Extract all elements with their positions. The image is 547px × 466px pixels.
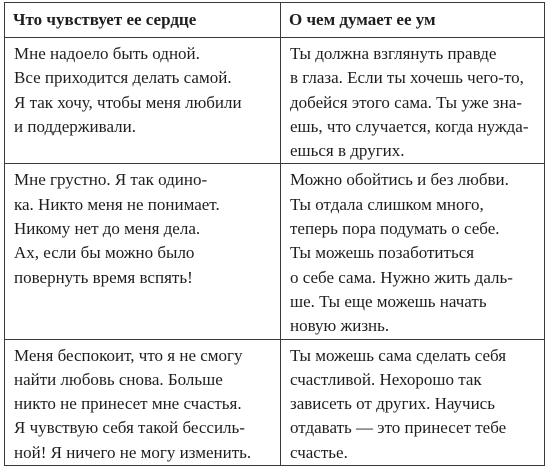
text-line: никто не принесет мне счастья. [14, 394, 242, 414]
text-line: отдавать — это принесет тебе [290, 418, 507, 438]
text-line: добейся этого сама. Ты уже зна- [290, 92, 522, 112]
text-line: счастливой. Нехорошо так [290, 369, 482, 389]
column-header-heart: Что чувствует ее сердце [5, 3, 281, 38]
heart-cell [5, 38, 281, 164]
text-line: повернуть время вспять! [14, 267, 193, 287]
text-line: Ты можешь позаботиться [290, 243, 475, 263]
text-line: Ты можешь сама сделать себя [290, 345, 507, 365]
table-row [5, 164, 545, 339]
text-line: ше. Ты еще можешь начать [290, 291, 487, 311]
mind-cell [281, 164, 545, 339]
mind-cell [281, 339, 545, 465]
heart-cell [5, 164, 281, 339]
text-line: и поддерживали. [14, 116, 136, 136]
table-row [5, 339, 545, 465]
text-line: Ты отдала слишком много, [290, 194, 484, 214]
column-header-mind: О чем думает ее ум [281, 3, 545, 38]
mind-cell [281, 38, 545, 164]
heart-cell [5, 339, 281, 465]
text-line: найти любовь снова. Больше [14, 369, 223, 389]
table-row [5, 38, 545, 164]
text-line: в глаза. Если ты хочешь чего-то, [290, 68, 524, 88]
text-line: ешься в других. [290, 141, 405, 161]
text-line: Все приходится делать самой. [14, 68, 232, 88]
text-line: Никому нет до меня дела. [14, 219, 201, 239]
text-line: Ты должна взглянуть правде [290, 44, 497, 63]
text-line: теперь пора подумать о себе. [290, 219, 500, 239]
text-line: Ах, если бы можно было [14, 243, 195, 263]
table-header-row [5, 3, 545, 38]
text-line: Я так хочу, чтобы меня любили [14, 92, 242, 112]
comparison-table [4, 2, 545, 466]
text-line: ешь, что случается, когда нужда- [290, 116, 529, 136]
text-line: Я чувствую себя такой бессиль- [14, 418, 245, 438]
text-line: о себе сама. Нужно жить даль- [290, 267, 513, 287]
text-line: Мне грустно. Я так одино- [14, 170, 208, 190]
text-line: счастье. [290, 442, 348, 462]
text-line: Мне надоело быть одной. [14, 44, 200, 63]
text-line: Можно обойтись и без любви. [290, 170, 509, 190]
text-line: ной! Я ничего не могу изменить. [14, 442, 252, 462]
text-line: Меня беспокоит, что я не смогу [14, 345, 243, 365]
text-line: зависеть от других. Научись [290, 394, 495, 414]
text-line: новую жизнь. [290, 316, 390, 336]
text-line: ка. Никто меня не понимает. [14, 194, 220, 214]
